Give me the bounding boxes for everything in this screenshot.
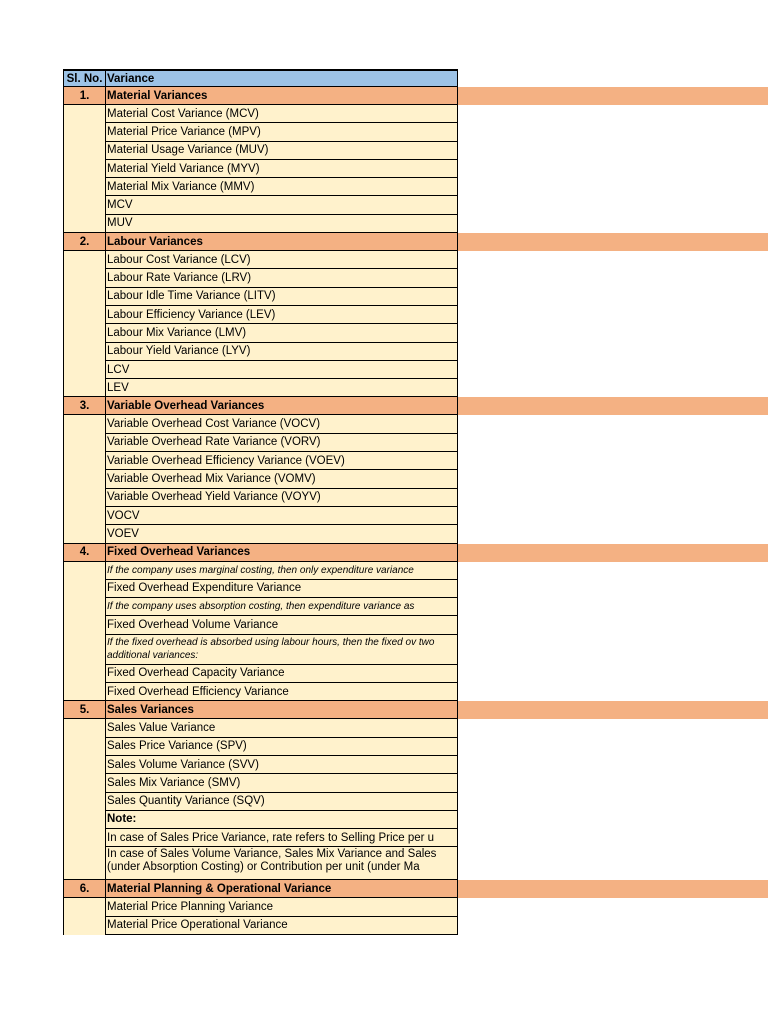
sl-no-cell[interactable] <box>63 196 106 214</box>
variance-cell[interactable]: Sales Mix Variance (SMV) <box>106 774 458 792</box>
table-row <box>63 811 768 829</box>
sl-no-cell[interactable] <box>63 847 106 880</box>
header-row <box>63 69 768 87</box>
variance-cell[interactable]: Material Mix Variance (MMV) <box>106 178 458 196</box>
variance-cell[interactable]: VOCV <box>106 507 458 525</box>
table-row <box>63 452 768 470</box>
section-number[interactable]: 6. <box>63 880 106 898</box>
table-row <box>63 683 768 701</box>
variance-cell[interactable]: Fixed Overhead Volume Variance <box>106 616 458 634</box>
section-row <box>63 87 768 105</box>
variance-cell[interactable]: Sales Price Variance (SPV) <box>106 738 458 756</box>
section-title[interactable]: Labour Variances <box>106 233 458 251</box>
table-row <box>63 738 768 756</box>
table-row <box>63 160 768 178</box>
section-number[interactable]: 5. <box>63 701 106 719</box>
sl-no-cell[interactable] <box>63 683 106 701</box>
table-row <box>63 470 768 488</box>
sl-no-cell[interactable] <box>63 306 106 324</box>
header-sl-no[interactable]: Sl. No. <box>63 69 106 87</box>
table-row <box>63 215 768 233</box>
variance-cell[interactable]: In case of Sales Price Variance, rate refers to Selling Price per u <box>106 829 458 847</box>
sl-no-cell[interactable] <box>63 665 106 683</box>
variance-cell[interactable]: VOEV <box>106 525 458 543</box>
sl-no-cell[interactable] <box>63 811 106 829</box>
sl-no-cell[interactable] <box>63 738 106 756</box>
variance-cell[interactable]: Labour Mix Variance (LMV) <box>106 324 458 342</box>
section-title[interactable]: Material Variances <box>106 87 458 105</box>
section-number[interactable]: 1. <box>63 87 106 105</box>
variance-cell[interactable]: Fixed Overhead Capacity Variance <box>106 665 458 683</box>
variance-cell[interactable]: Material Usage Variance (MUV) <box>106 142 458 160</box>
section-band <box>458 397 768 415</box>
table-row <box>63 123 768 141</box>
variance-cell[interactable]: Material Price Planning Variance <box>106 898 458 916</box>
table-row <box>63 324 768 342</box>
table-row <box>63 598 768 616</box>
section-number[interactable]: 2. <box>63 233 106 251</box>
variance-cell[interactable]: Labour Idle Time Variance (LITV) <box>106 288 458 306</box>
sl-no-cell[interactable] <box>63 793 106 811</box>
table-row <box>63 847 768 880</box>
sl-no-cell[interactable] <box>63 215 106 233</box>
sl-no-cell[interactable] <box>63 178 106 196</box>
variance-cell[interactable]: Sales Value Variance <box>106 719 458 737</box>
sl-no-cell[interactable] <box>63 898 106 916</box>
sl-no-cell[interactable] <box>63 251 106 269</box>
sl-no-cell[interactable] <box>63 160 106 178</box>
table-row <box>63 251 768 269</box>
table-row <box>63 507 768 525</box>
table-row <box>63 756 768 774</box>
header-variance[interactable]: Variance <box>106 69 458 87</box>
section-title[interactable]: Material Planning & Operational Variance <box>106 880 458 898</box>
variance-cell[interactable]: Variable Overhead Cost Variance (VOCV) <box>106 415 458 433</box>
table-row <box>63 306 768 324</box>
table-row <box>63 898 768 916</box>
sl-no-cell[interactable] <box>63 756 106 774</box>
sl-no-cell[interactable] <box>63 719 106 737</box>
sl-no-cell[interactable] <box>63 917 106 935</box>
table-row <box>63 793 768 811</box>
variance-cell[interactable]: Variable Overhead Rate Variance (VORV) <box>106 434 458 452</box>
section-row <box>63 233 768 251</box>
table-row <box>63 142 768 160</box>
variance-cell[interactable]: Sales Volume Variance (SVV) <box>106 756 458 774</box>
sl-no-cell[interactable] <box>63 616 106 634</box>
sl-no-cell[interactable] <box>63 361 106 379</box>
table-row <box>63 196 768 214</box>
table-row <box>63 829 768 847</box>
sl-no-cell[interactable] <box>63 269 106 287</box>
table-row <box>63 525 768 543</box>
variance-cell[interactable]: Variable Overhead Yield Variance (VOYV) <box>106 489 458 507</box>
variance-cell[interactable]: If the company uses marginal costing, then only expenditure variance <box>106 562 458 580</box>
sl-no-cell[interactable] <box>63 598 106 616</box>
table-row <box>63 178 768 196</box>
table-row <box>63 774 768 792</box>
variance-cell[interactable]: In case of Sales Volume Variance, Sales Mix Variance and Sales (under Absorption Costing) or Contribution per unit (under Ma <box>106 847 458 880</box>
variance-table <box>63 69 768 935</box>
sl-no-cell[interactable] <box>63 580 106 598</box>
variance-cell[interactable]: Labour Cost Variance (LCV) <box>106 251 458 269</box>
variance-cell[interactable]: MCV <box>106 196 458 214</box>
variance-cell[interactable]: Material Price Variance (MPV) <box>106 123 458 141</box>
sl-no-cell[interactable] <box>63 415 106 433</box>
section-number[interactable]: 3. <box>63 397 106 415</box>
table-row <box>63 580 768 598</box>
sl-no-cell[interactable] <box>63 829 106 847</box>
table-row <box>63 719 768 737</box>
section-band <box>458 233 768 251</box>
table-row <box>63 489 768 507</box>
table-row <box>63 415 768 433</box>
table-row <box>63 665 768 683</box>
sl-no-cell[interactable] <box>63 507 106 525</box>
sl-no-cell[interactable] <box>63 434 106 452</box>
table-row <box>63 562 768 580</box>
table-row <box>63 917 768 935</box>
table-row <box>63 361 768 379</box>
sl-no-cell[interactable] <box>63 635 106 665</box>
variance-cell[interactable]: Material Cost Variance (MCV) <box>106 105 458 123</box>
sl-no-cell[interactable] <box>63 562 106 580</box>
table-row <box>63 635 768 665</box>
section-row <box>63 880 768 898</box>
sl-no-cell[interactable] <box>63 324 106 342</box>
variance-cell[interactable]: If the fixed overhead is absorbed using labour hours, then the fixed ov two additional variances: <box>106 635 458 665</box>
section-band <box>458 880 768 898</box>
variance-cell[interactable]: Fixed Overhead Efficiency Variance <box>106 683 458 701</box>
variance-cell[interactable]: MUV <box>106 215 458 233</box>
section-row <box>63 544 768 562</box>
variance-cell[interactable]: Sales Quantity Variance (SQV) <box>106 793 458 811</box>
variance-cell[interactable]: Material Yield Variance (MYV) <box>106 160 458 178</box>
sl-no-cell[interactable] <box>63 105 106 123</box>
section-title[interactable]: Sales Variances <box>106 701 458 719</box>
variance-cell[interactable]: LCV <box>106 361 458 379</box>
sl-no-cell[interactable] <box>63 525 106 543</box>
section-title[interactable]: Variable Overhead Variances <box>106 397 458 415</box>
sl-no-cell[interactable] <box>63 470 106 488</box>
variance-cell[interactable]: Variable Overhead Mix Variance (VOMV) <box>106 470 458 488</box>
variance-cell[interactable]: Material Price Operational Variance <box>106 917 458 935</box>
sl-no-cell[interactable] <box>63 774 106 792</box>
variance-cell[interactable]: Labour Efficiency Variance (LEV) <box>106 306 458 324</box>
sl-no-cell[interactable] <box>63 379 106 397</box>
variance-cell[interactable]: Fixed Overhead Expenditure Variance <box>106 580 458 598</box>
sl-no-cell[interactable] <box>63 142 106 160</box>
section-number[interactable]: 4. <box>63 544 106 562</box>
section-row <box>63 701 768 719</box>
sl-no-cell[interactable] <box>63 452 106 470</box>
table-body <box>63 87 768 935</box>
variance-cell[interactable]: LEV <box>106 379 458 397</box>
section-row <box>63 397 768 415</box>
table-row <box>63 105 768 123</box>
variance-cell[interactable]: Variable Overhead Efficiency Variance (VOEV) <box>106 452 458 470</box>
variance-cell[interactable]: Labour Yield Variance (LYV) <box>106 343 458 361</box>
table-row <box>63 379 768 397</box>
table-row <box>63 616 768 634</box>
sl-no-cell[interactable] <box>63 288 106 306</box>
section-band <box>458 544 768 562</box>
variance-cell[interactable]: Note: <box>106 811 458 829</box>
section-band <box>458 87 768 105</box>
variance-cell[interactable]: If the company uses absorption costing, then expenditure variance as <box>106 598 458 616</box>
variance-cell[interactable]: Labour Rate Variance (LRV) <box>106 269 458 287</box>
sl-no-cell[interactable] <box>63 489 106 507</box>
sl-no-cell[interactable] <box>63 343 106 361</box>
table-row <box>63 343 768 361</box>
table-row <box>63 434 768 452</box>
table-row <box>63 269 768 287</box>
sl-no-cell[interactable] <box>63 123 106 141</box>
table-row <box>63 288 768 306</box>
section-band <box>458 701 768 719</box>
section-title[interactable]: Fixed Overhead Variances <box>106 544 458 562</box>
